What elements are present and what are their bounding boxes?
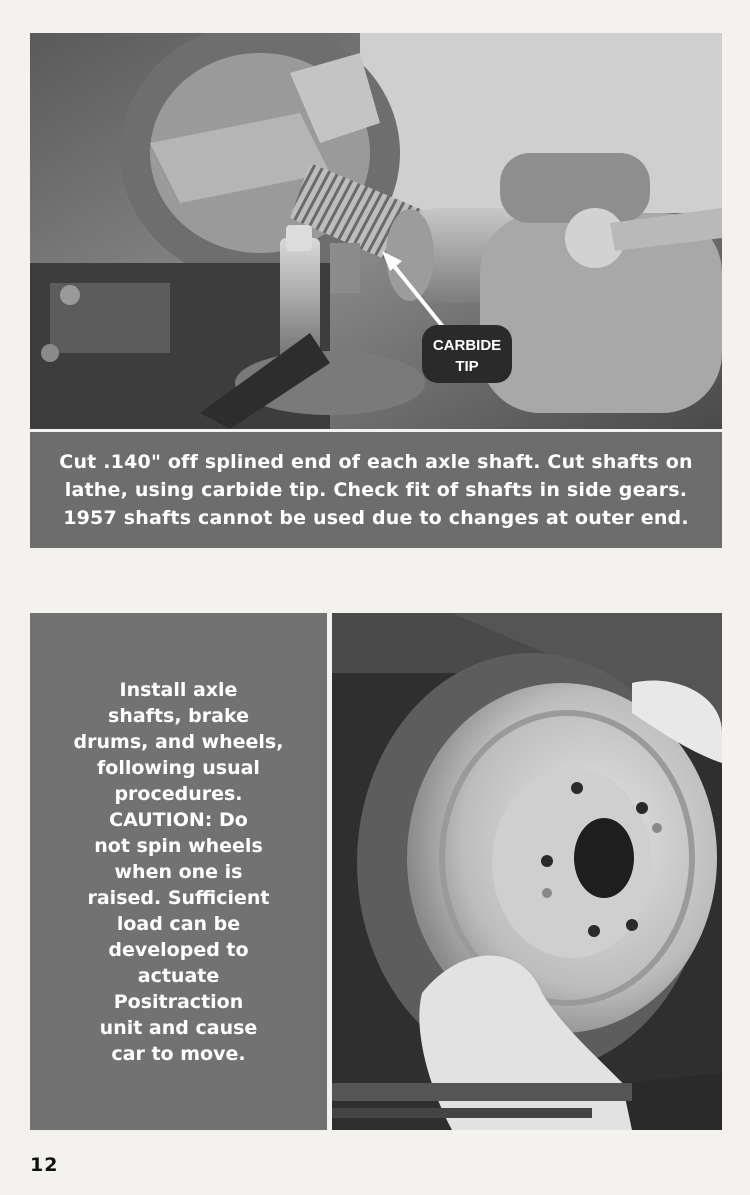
page-number: 12	[30, 1154, 59, 1176]
lathe-photo	[30, 33, 722, 429]
top-caption-text: Cut .140" off splined end of each axle shaft. Cut shafts on lathe, using carbide tip. Check fit of shafts in side gears. 1957 shafts cannot be used due to changes at outer end.	[59, 451, 693, 529]
top-caption-box	[30, 432, 722, 548]
brake-drum-photo	[332, 613, 722, 1130]
lathe-illustration	[30, 33, 722, 429]
install-caption-box	[30, 613, 327, 1130]
install-caption-text: Install axle shafts, brake drums, and wheels, following usual procedures. CAUTION: Do not spin wheels when one is raised. Sufficient load can be developed to actuate Positraction unit and cause car to move.	[73, 678, 284, 1065]
brake-drum-illustration	[332, 613, 722, 1130]
callout-carbide: CARBIDE	[432, 337, 502, 354]
callout-tip: TIP	[455, 358, 479, 375]
